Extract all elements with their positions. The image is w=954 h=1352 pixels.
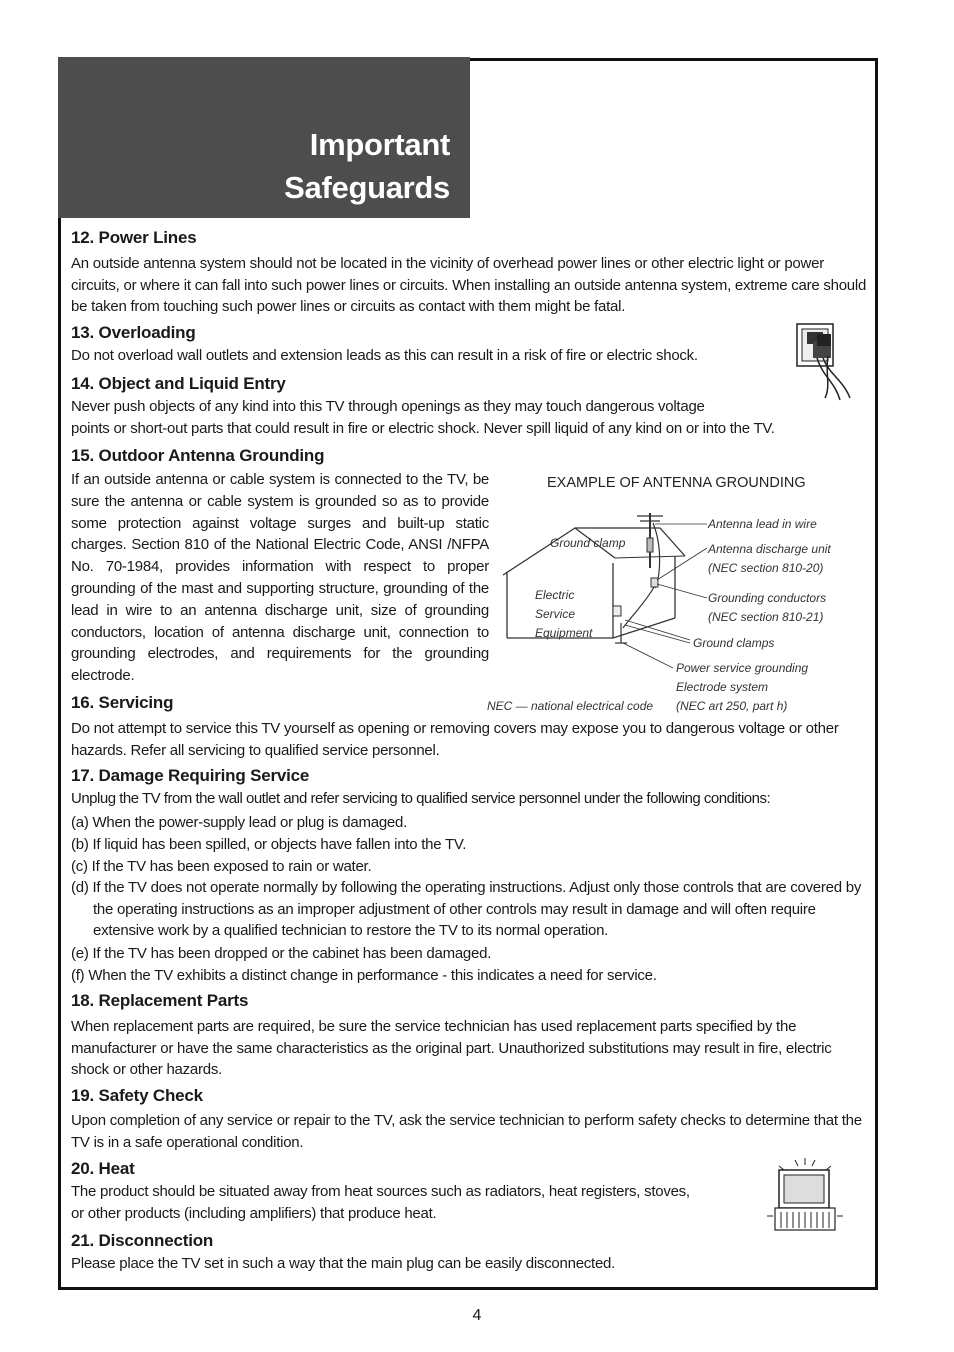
body-replacement: When replacement parts are required, be sure the service technician has used replacement parts specified by the manufacturer or have the same characteristics as the original part. Unauthorized substitutions may result in fire, electric shock or other hazards. [71, 1018, 832, 1078]
label-electric-1: Electric [535, 588, 575, 602]
body-disconnection: Please place the TV set in such a way that the main plug can be easily disconnected. [71, 1255, 616, 1272]
antenna-grounding-diagram [485, 468, 875, 718]
list-item: (a) When the power-supply lead or plug is damaged. [71, 814, 408, 831]
diagram-title: EXAMPLE OF ANTENNA GROUNDING [547, 475, 806, 491]
heading-heat: 20. Heat [71, 1159, 135, 1178]
body-heat-line1: The product should be situated away from heat sources such as radiators, heat registers, stoves, [71, 1183, 690, 1200]
body-safety-check: Upon completion of any service or repair to the TV, ask the service technician to perform safety checks to determine that the TV is in a safe operational condition. [71, 1112, 862, 1151]
label-ground-clamp: Ground clamp [550, 536, 626, 550]
list-item: (f) When the TV exhibits a distinct change in performance - this indicates a need for service. [71, 967, 657, 984]
heading-servicing: 16. Servicing [71, 693, 174, 712]
title-line-1: Important [309, 127, 450, 162]
body-overloading: Do not overload wall outlets and extension leads as this can result in a risk of fire or electric shock. [71, 347, 698, 364]
outlet-overload-icon [795, 322, 857, 404]
label-discharge-unit-1: Antenna discharge unit [708, 542, 831, 556]
body-heat-line2: or other products (including amplifiers) that produce heat. [71, 1205, 437, 1222]
label-power-1: Power service grounding [676, 661, 809, 675]
label-conductors-2: (NEC section 810-21) [708, 610, 824, 624]
heading-safety-check: 19. Safety Check [71, 1086, 203, 1105]
heading-overloading: 13. Overloading [71, 323, 196, 342]
heading-disconnection: 21. Disconnection [71, 1231, 214, 1250]
label-nec: NEC — national electrical code [487, 699, 654, 713]
heading-replacement: 18. Replacement Parts [71, 991, 249, 1010]
label-power-2: Electrode system [676, 680, 769, 694]
list-item: (e) If the TV has been dropped or the cabinet has been damaged. [71, 945, 492, 962]
heading-damage: 17. Damage Requiring Service [71, 766, 310, 785]
body-damage-intro: Unplug the TV from the wall outlet and refer servicing to qualified service personnel under the following conditions: [71, 790, 771, 807]
label-conductors-1: Grounding conductors [708, 591, 827, 605]
list-item: (c) If the TV has been exposed to rain or water. [71, 858, 372, 875]
label-ground-clamps: Ground clamps [693, 636, 775, 650]
title-banner [58, 57, 470, 218]
list-item: (d) If the TV does not operate normally by following the operating instructions. Adjust only those controls that are covered by the operating instructions as an improper adjustment of other controls may result in damage and will often require extensive work by a qualified technician to restore the TV to its normal operation. [71, 879, 862, 939]
body-servicing: Do not attempt to service this TV yourself as opening or removing covers may expose you to dangerous voltage or other hazards. Refer all servicing to qualified service personnel. [71, 720, 839, 759]
body-object-liquid-line2: points or short-out parts that could result in fire or electric shock. Never spill liquid of any kind on or into the TV. [71, 420, 775, 437]
body-power-lines: An outside antenna system should not be located in the vicinity of overhead power lines or other electric light or power circuits, or where it can fall into such power lines or circuits. When installing an outside antenna system, extreme care should be taken from touching such power lines or circuits as contact with them might be fatal. [71, 255, 867, 315]
label-power-3: (NEC art 250, part h) [676, 699, 788, 713]
body-object-liquid-line1: Never push objects of any kind into this TV through openings as they may touch dangerous voltage [71, 398, 705, 415]
heading-power-lines: 12. Power Lines [71, 228, 197, 247]
label-lead-in-wire: Antenna lead in wire [708, 517, 817, 531]
heading-object-liquid: 14. Object and Liquid Entry [71, 374, 286, 393]
heading-antenna-grounding: 15. Outdoor Antenna Grounding [71, 446, 325, 465]
label-electric-2: Service [535, 607, 576, 621]
page-number: 4 [472, 1307, 482, 1324]
label-electric-3: Equipment [535, 626, 593, 640]
body-antenna-grounding: If an outside antenna or cable system is connected to the TV, be sure the antenna or cable system is grounded so as to provide some protection against voltage surges and built-up static charges. Section 810 of the National Electric Code, ANSI /NFPA No. 70-1984, provides information with respect to proper grounding of the mast and supporting structure, grounding of the lead in wire to an antenna discharge unit, size of grounding conductors, location of antenna discharge unit, connection to grounding electrodes, and requirements for the grounding electrode. [71, 471, 489, 685]
title-line-2: Safeguards [284, 170, 450, 205]
list-item: (b) If liquid has been spilled, or objects have fallen into the TV. [71, 836, 467, 853]
tv-heat-icon [765, 1158, 845, 1232]
label-discharge-unit-2: (NEC section 810-20) [708, 561, 824, 575]
page-title [284, 123, 450, 209]
